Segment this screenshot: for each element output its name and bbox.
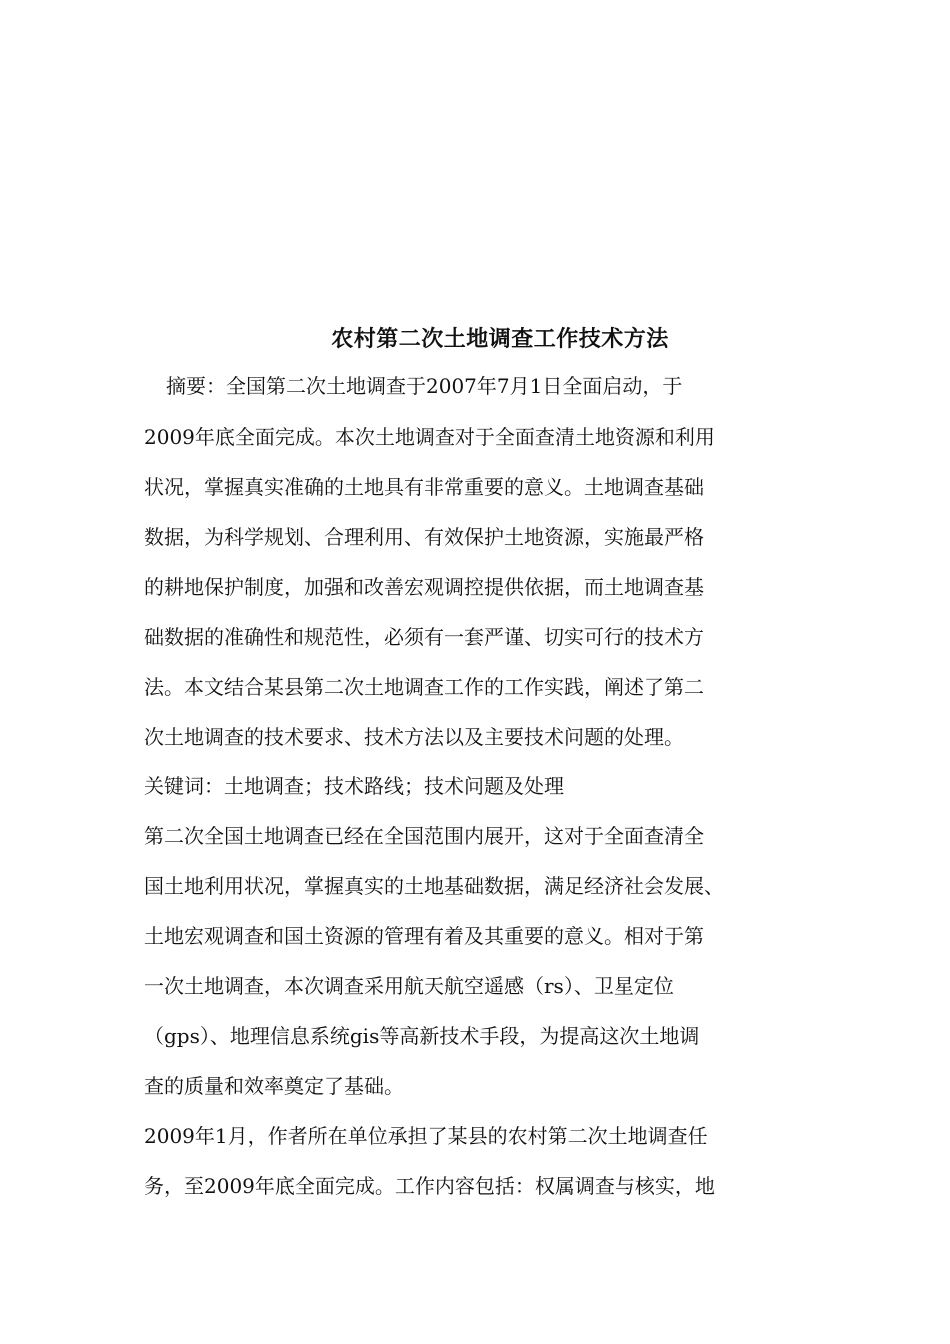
abstract-line: 2009年底全面完成。本次土地调查对于全面查清土地资源和利用: [144, 425, 715, 449]
abstract-line: 的耕地保护制度，加强和改善宏观调控提供依据，而土地调查基: [144, 575, 704, 599]
paragraph-line: 一次土地调查，本次调查采用航天航空遥感（rs）、卫星定位: [144, 974, 674, 998]
paragraph-line: 2009年1月，作者所在单位承担了某县的农村第二次土地调查任: [144, 1124, 708, 1148]
abstract-line: 次土地调查的技术要求、技术方法以及主要技术问题的处理。: [144, 725, 684, 749]
paragraph-line: 土地宏观调查和国土资源的管理有着及其重要的意义。相对于第: [144, 924, 704, 948]
paragraph-line: 查的质量和效率奠定了基础。: [144, 1074, 404, 1098]
abstract-line: 数据，为科学规划、合理利用、有效保护土地资源，实施最严格: [144, 525, 704, 549]
abstract-line: 法。本文结合某县第二次土地调查工作的工作实践，阐述了第二: [144, 675, 704, 699]
abstract-line: 状况，掌握真实准确的土地具有非常重要的意义。土地调查基础: [144, 475, 704, 499]
document-title: 农村第二次土地调查工作技术方法: [331, 326, 669, 352]
paragraph-line: （gps）、地理信息系统gis等高新技术手段，为提高这次土地调: [144, 1024, 700, 1048]
paragraph-line: 务，至2009年底全面完成。工作内容包括：权属调查与核实，地: [144, 1174, 715, 1198]
paragraph-line: 第二次全国土地调查已经在全国范围内展开，这对于全面查清全: [144, 824, 704, 848]
keywords-line: 关键词：土地调查；技术路线；技术问题及处理: [144, 774, 564, 798]
abstract-line: 摘要：全国第二次土地调查于2007年7月1日全面启动，于: [166, 374, 683, 398]
paragraph-line: 国土地利用状况，掌握真实的土地基础数据，满足经济社会发展、: [144, 874, 724, 898]
abstract-line: 础数据的准确性和规范性，必须有一套严谨、切实可行的技术方: [144, 625, 704, 649]
